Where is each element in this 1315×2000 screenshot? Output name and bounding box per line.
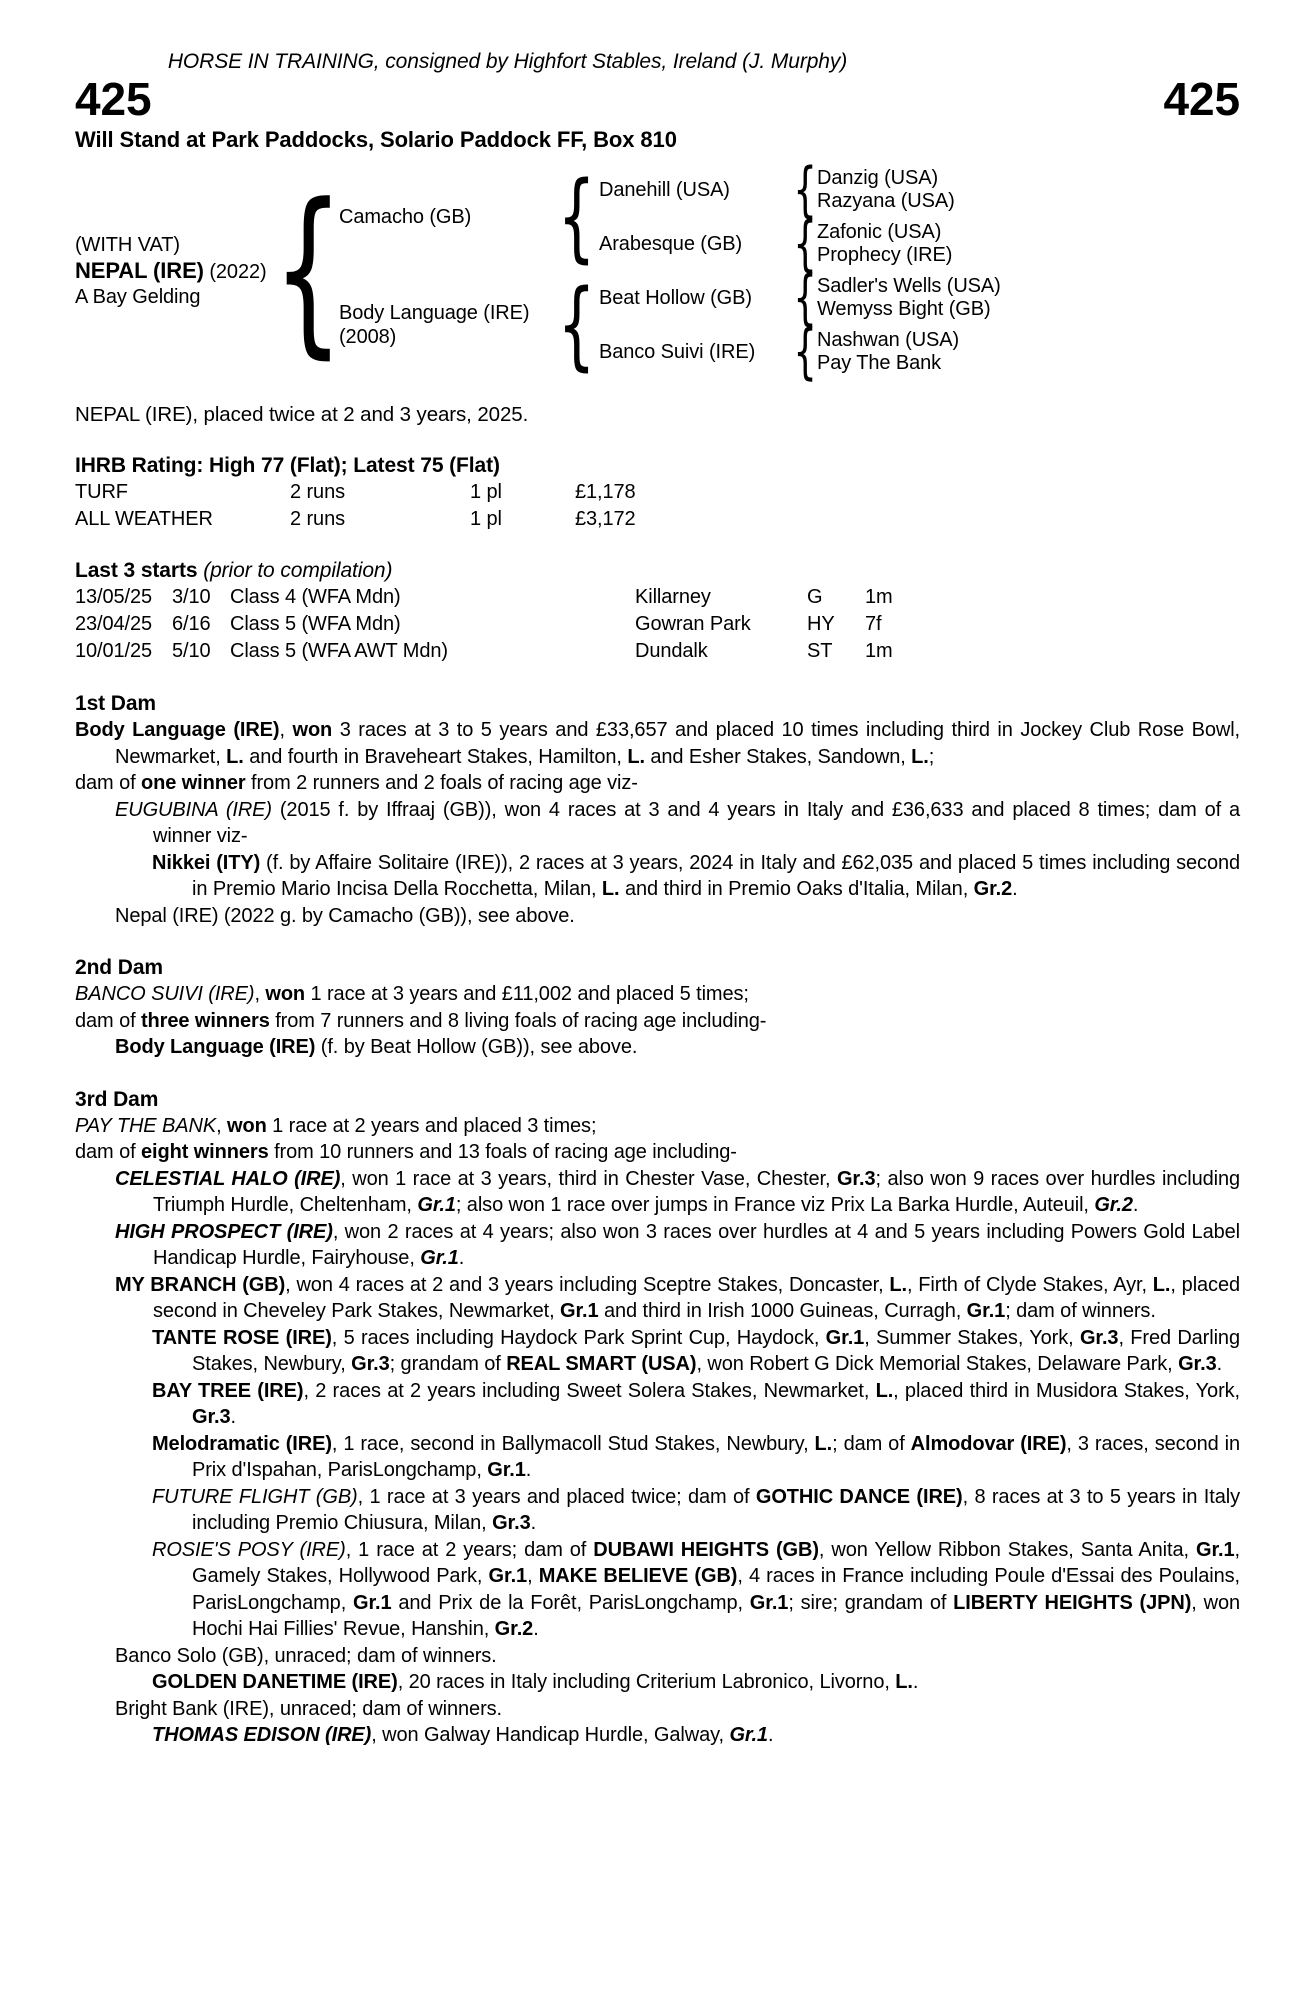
text-segment: EUGUBINA (IRE) xyxy=(115,798,272,821)
sire-sire-parents xyxy=(817,167,955,213)
text-segment: and Esher Stakes, Sandown, xyxy=(644,745,912,768)
pedigree-paragraph xyxy=(75,770,1240,797)
last-starts-block xyxy=(75,557,1240,665)
text-segment: ; dam of xyxy=(832,1432,911,1455)
pedigree-paragraph xyxy=(75,1139,1240,1166)
text-segment: , 5 races including Haydock Park Sprint Cup, Haydock, xyxy=(331,1326,826,1349)
ancestor-name: Pay The Bank xyxy=(817,352,942,374)
dam-year: (2008) xyxy=(339,326,397,348)
pedigree-paragraph xyxy=(75,1484,1240,1537)
text-segment: and third in Premio Oaks d'Italia, Milan, xyxy=(619,878,974,900)
text-segment: Gr.1 xyxy=(560,1300,599,1322)
text-segment: , xyxy=(216,1114,227,1137)
pedigree-paragraph xyxy=(75,717,1240,770)
dam-sections xyxy=(75,690,1240,1749)
text-segment: won xyxy=(227,1114,267,1137)
text-segment: Body Language (IRE) xyxy=(75,719,280,741)
dam-dam-name: Banco Suivi (IRE) xyxy=(599,340,756,363)
text-segment: Nikkei (ITY) xyxy=(152,851,261,874)
ancestor-name: Wemyss Bight (GB) xyxy=(817,298,991,320)
sire-sire-pair xyxy=(591,155,955,225)
pedigree-brace: { xyxy=(793,317,817,387)
text-segment: . xyxy=(530,1512,537,1534)
dam-group xyxy=(329,263,1001,387)
text-segment: Almodovar (IRE) xyxy=(910,1432,1067,1455)
sire-group xyxy=(329,155,1001,279)
start-row xyxy=(75,584,1240,611)
rating-places: 1 pl xyxy=(470,508,502,530)
dam-dam-pair xyxy=(591,317,1001,387)
pedigree-brace: { xyxy=(793,209,817,279)
pedigree-table xyxy=(75,155,1240,387)
text-segment: Gr.2 xyxy=(1094,1194,1133,1216)
pedigree-paragraph xyxy=(75,1537,1240,1643)
pedigree-brace: { xyxy=(557,161,595,273)
race-summary: NEPAL (IRE), placed twice at 2 and 3 years, 2025. xyxy=(75,403,529,426)
start-row xyxy=(75,638,1240,665)
text-segment: Bright Bank (IRE), unraced; dam of winners. xyxy=(115,1697,502,1720)
rating-row xyxy=(75,479,1240,506)
ancestor-name: Sadler's Wells (USA) xyxy=(817,275,1001,297)
text-segment: , Firth of Clyde Stakes, Ayr, xyxy=(906,1273,1153,1296)
pedigree-paragraph xyxy=(75,981,1240,1008)
last-starts-title: Last 3 starts xyxy=(75,559,198,582)
text-segment: L. xyxy=(875,1379,894,1402)
pedigree-brace: { xyxy=(557,269,595,381)
text-segment: from 7 runners and 8 living foals of racing age including- xyxy=(269,1009,767,1032)
text-segment: Gr.3 xyxy=(1178,1353,1217,1375)
start-going: HY xyxy=(807,613,835,635)
text-segment: , 3 races, second in Prix d'Ispahan, ParisLongchamp, xyxy=(192,1432,1240,1481)
text-segment: , xyxy=(527,1565,539,1587)
rating-surface: ALL WEATHER xyxy=(75,508,213,530)
text-segment: GOTHIC DANCE (IRE) xyxy=(755,1485,963,1508)
text-segment: . xyxy=(912,1671,919,1693)
text-segment: (2015 f. by Iffraaj (GB)), won 4 races at 3 and 4 years in Italy and £36,633 and placed 8 times; dam of a winner viz- xyxy=(153,798,1240,847)
pedigree-gen1 xyxy=(329,155,1001,387)
rating-runs: 2 runs xyxy=(290,481,345,503)
start-row xyxy=(75,611,1240,638)
rating-earnings: £1,178 xyxy=(575,481,636,503)
start-position: 3/10 xyxy=(172,586,211,608)
text-segment: Gr.3 xyxy=(836,1167,876,1190)
horse-name: NEPAL (IRE) xyxy=(75,257,204,283)
text-segment: eight winners xyxy=(141,1141,269,1163)
pedigree-paragraph xyxy=(75,1272,1240,1325)
start-distance: 1m xyxy=(865,586,893,608)
sire-sire-name: Danehill (USA) xyxy=(599,178,730,201)
pedigree-paragraph xyxy=(75,850,1240,903)
start-distance: 7f xyxy=(865,613,882,635)
text-segment: GOLDEN DANETIME (IRE) xyxy=(152,1671,398,1693)
text-segment: , 4 races in France including Poule d'Essai des Poulains, ParisLongchamp, xyxy=(192,1565,1240,1614)
text-segment: and third in Irish 1000 Guineas, Curragh, xyxy=(598,1300,967,1322)
text-segment: . xyxy=(230,1406,236,1428)
text-segment: , xyxy=(279,719,293,741)
text-segment: (f. by Beat Hollow (GB)), see above. xyxy=(315,1036,638,1058)
start-date: 23/04/25 xyxy=(75,613,153,635)
dam-sire-pair xyxy=(591,263,1001,333)
pedigree-paragraph xyxy=(75,1669,1240,1696)
text-segment: , won Robert G Dick Memorial Stakes, Delaware Park, xyxy=(696,1353,1179,1375)
pedigree-paragraph xyxy=(75,1219,1240,1272)
text-segment: , won Galway Handicap Hurdle, Galway, xyxy=(371,1724,730,1746)
sire-dam-name: Arabesque (GB) xyxy=(599,232,743,255)
text-segment: , placed third in Musidora Stakes, York, xyxy=(893,1379,1240,1402)
dam-name: Body Language (IRE) xyxy=(339,302,530,324)
start-date: 10/01/25 xyxy=(75,640,153,662)
text-segment: , 2 races at 2 years including Sweet Solera Stakes, Newmarket, xyxy=(303,1379,876,1402)
text-segment: Gr.1 xyxy=(420,1247,459,1269)
text-segment: Banco Solo (GB), unraced; dam of winners. xyxy=(115,1644,497,1667)
sire-dam-pair xyxy=(591,209,955,279)
text-segment: DUBAWI HEIGHTS (GB) xyxy=(593,1538,819,1561)
start-race: Class 5 (WFA AWT Mdn) xyxy=(230,640,448,662)
text-segment: BAY TREE (IRE) xyxy=(152,1379,304,1402)
section-heading: 1st Dam xyxy=(75,692,157,715)
text-segment: L. xyxy=(627,745,645,768)
text-segment: , 8 races at 3 to 5 years in Italy including Premio Chiusura, Milan, xyxy=(192,1485,1240,1534)
text-segment: . xyxy=(533,1618,539,1640)
pedigree-brace: { xyxy=(793,263,817,333)
pedigree-paragraph xyxy=(75,1113,1240,1140)
dam-sire-name: Beat Hollow (GB) xyxy=(599,286,752,309)
dam-dam-parents xyxy=(817,329,959,375)
text-segment: , 1 race at 2 years; dam of xyxy=(345,1538,594,1561)
dam-section xyxy=(75,1086,1240,1749)
text-segment: . xyxy=(767,1724,774,1746)
text-segment: MAKE BELIEVE (GB) xyxy=(538,1565,738,1587)
text-segment: dam of xyxy=(75,1141,141,1163)
start-distance: 1m xyxy=(865,640,893,662)
pedigree-paragraph xyxy=(75,1696,1240,1723)
text-segment: 1 race at 3 years and £11,002 and placed 5 times; xyxy=(305,983,749,1005)
rating-places: 1 pl xyxy=(470,481,502,503)
text-segment: L. xyxy=(814,1432,833,1455)
text-segment: 1 race at 2 years and placed 3 times; xyxy=(266,1114,597,1137)
text-segment: won xyxy=(292,719,333,741)
pedigree-paragraph xyxy=(75,1034,1240,1061)
pedigree-paragraph xyxy=(75,1325,1240,1378)
start-venue: Dundalk xyxy=(635,640,708,662)
text-segment: Body Language (IRE) xyxy=(115,1036,316,1058)
ancestor-name: Nashwan (USA) xyxy=(817,329,960,351)
pedigree-paragraph xyxy=(75,797,1240,850)
text-segment: Nepal (IRE) (2022 g. by Camacho (GB)), see above. xyxy=(115,904,575,927)
text-segment: Gr.1 xyxy=(966,1300,1006,1322)
start-race: Class 5 (WFA Mdn) xyxy=(230,613,401,635)
dam-section xyxy=(75,954,1240,1061)
horse-sex: A Bay Gelding xyxy=(75,285,201,308)
last-starts-heading xyxy=(75,557,1240,584)
text-segment: , Summer Stakes, York, xyxy=(864,1326,1080,1349)
text-segment: and fourth in Braveheart Stakes, Hamilton, xyxy=(243,745,628,768)
text-segment: Gr.1 xyxy=(825,1326,865,1349)
text-segment: Gr.1 xyxy=(749,1591,789,1614)
section-heading: 2nd Dam xyxy=(75,956,163,979)
text-segment: three winners xyxy=(141,1009,270,1032)
text-segment: . xyxy=(1012,878,1018,900)
text-segment: MY BRANCH (GB) xyxy=(115,1273,286,1296)
text-segment: ; dam of winners. xyxy=(1005,1300,1156,1322)
text-segment: , won 4 races at 2 and 3 years including Sceptre Stakes, Doncaster, xyxy=(285,1273,890,1296)
text-segment: THOMAS EDISON (IRE) xyxy=(152,1724,372,1746)
rating-surface: TURF xyxy=(75,481,128,503)
pedigree-paragraph xyxy=(75,1008,1240,1035)
text-segment: Gr.2 xyxy=(494,1618,534,1640)
pedigree-paragraph xyxy=(75,1166,1240,1219)
text-segment: L. xyxy=(889,1273,907,1296)
text-segment: ; xyxy=(928,745,935,768)
text-segment: REAL SMART (USA) xyxy=(506,1353,697,1375)
rating-heading: IHRB Rating: High 77 (Flat); Latest 75 (Flat) xyxy=(75,454,500,477)
text-segment: Gr.3 xyxy=(1079,1326,1119,1349)
dam-sire-parents xyxy=(817,275,1001,321)
text-segment: Gr.1 xyxy=(417,1194,456,1216)
text-segment: ROSIE'S POSY (IRE) xyxy=(152,1538,346,1561)
rating-block xyxy=(75,452,1240,533)
text-segment: , xyxy=(254,983,266,1005)
pedigree-paragraph xyxy=(75,1722,1240,1749)
pedigree-paragraph xyxy=(75,903,1240,930)
pedigree-brace-main: { xyxy=(272,166,344,375)
text-segment: and Prix de la Forêt, ParisLongchamp, xyxy=(391,1591,750,1614)
text-segment: , 20 races in Italy including Criterium Labronico, Livorno, xyxy=(397,1671,896,1693)
text-segment: BANCO SUIVI (IRE) xyxy=(75,983,255,1005)
horse-name-line xyxy=(75,258,287,285)
text-segment: , 1 race, second in Ballymacoll Stud Stakes, Newbury, xyxy=(331,1432,815,1455)
pedigree-paragraph xyxy=(75,1643,1240,1670)
last-starts-rows xyxy=(75,584,1240,665)
text-segment: FUTURE FLIGHT (GB) xyxy=(152,1485,358,1508)
start-race: Class 4 (WFA Mdn) xyxy=(230,586,401,608)
horse-year: (2022) xyxy=(209,260,267,283)
text-segment: , Gamely Stakes, Hollywood Park, xyxy=(192,1538,1240,1587)
section-heading: 3rd Dam xyxy=(75,1087,159,1111)
stand-location: Will Stand at Park Paddocks, Solario Paddock FF, Box 810 xyxy=(75,127,677,152)
sire-parents xyxy=(591,155,955,279)
text-segment: (f. by Affaire Solitaire (IRE)), 2 races at 3 years, 2024 in Italy and £62,035 and placed 5 times including second in Premio Mario Incisa Della Rocchetta, Milan, xyxy=(192,851,1241,900)
consignment-header: HORSE IN TRAINING, consigned by Highfort Stables, Ireland (J. Murphy) xyxy=(167,50,848,73)
text-segment: L. xyxy=(895,1671,913,1693)
text-segment: , Fred Darling Stakes, Newbury, xyxy=(192,1326,1240,1375)
pedigree-paragraph xyxy=(75,1431,1240,1484)
pedigree-subject xyxy=(75,233,287,310)
text-segment: Gr.1 xyxy=(729,1724,768,1746)
text-segment: Gr.1 xyxy=(353,1591,392,1614)
rating-earnings: £3,172 xyxy=(575,508,636,530)
text-segment: , placed second in Cheveley Park Stakes, Newmarket, xyxy=(153,1273,1241,1322)
text-segment: , won 2 races at 4 years; also won 3 races over hurdles at 4 and 5 years including Powers Gold Label Handicap Hurdle, Fairyhouse, xyxy=(153,1220,1240,1269)
sire-dam-parents xyxy=(817,221,952,267)
start-venue: Gowran Park xyxy=(635,613,751,635)
text-segment: , won Hochi Hai Fillies' Revue, Hanshin, xyxy=(192,1591,1240,1640)
dam-parents xyxy=(591,263,1001,387)
text-segment: won xyxy=(265,983,306,1005)
ancestor-name: Danzig (USA) xyxy=(817,167,939,189)
text-segment: ; sire; grandam of xyxy=(788,1591,954,1614)
text-segment: L. xyxy=(226,745,244,768)
text-segment: ; grandam of xyxy=(389,1353,507,1375)
pedigree-brace: { xyxy=(793,155,817,225)
lot-row xyxy=(75,73,1240,125)
text-segment: . xyxy=(458,1247,465,1269)
text-segment: L. xyxy=(1152,1273,1171,1296)
sire-name: Camacho (GB) xyxy=(339,206,472,228)
text-segment: , won Yellow Ribbon Stakes, Santa Anita, xyxy=(818,1538,1196,1561)
text-segment: . xyxy=(525,1459,532,1481)
text-segment: . xyxy=(1216,1353,1223,1375)
text-segment: L. xyxy=(911,745,929,768)
text-segment: . xyxy=(1132,1194,1139,1216)
pedigree-paragraph xyxy=(75,1378,1240,1431)
text-segment: L. xyxy=(601,878,620,900)
start-position: 5/10 xyxy=(172,640,211,662)
text-segment: from 2 runners and 2 foals of racing age viz- xyxy=(245,772,638,794)
start-going: G xyxy=(807,586,823,608)
text-segment: Gr.3 xyxy=(351,1353,390,1375)
rating-runs: 2 runs xyxy=(290,508,345,530)
text-segment: PAY THE BANK xyxy=(75,1114,217,1137)
ancestor-name: Razyana (USA) xyxy=(817,190,955,212)
text-segment: ; also won 9 races over hurdles including Triumph Hurdle, Cheltenham, xyxy=(153,1167,1241,1216)
start-date: 13/05/25 xyxy=(75,586,153,608)
text-segment: ; also won 1 race over jumps in France viz Prix La Barka Hurdle, Auteuil, xyxy=(455,1194,1095,1216)
lot-number-left: 425 xyxy=(75,73,152,125)
text-segment: Gr.1 xyxy=(488,1565,528,1587)
text-segment: 3 races at 3 to 5 years and £33,657 and placed 10 times including third in Jockey Club Rose Bowl, Newmarket, xyxy=(115,719,1241,768)
text-segment: from 10 runners and 13 foals of racing age including- xyxy=(268,1141,737,1163)
last-starts-note: (prior to compilation) xyxy=(203,559,393,582)
text-segment: Gr.3 xyxy=(192,1406,231,1428)
ancestor-name: Prophecy (IRE) xyxy=(817,244,953,266)
text-segment: Gr.3 xyxy=(492,1512,531,1534)
text-segment: Gr.1 xyxy=(1195,1538,1235,1561)
text-segment: Gr.1 xyxy=(487,1459,526,1481)
rating-rows xyxy=(75,479,1240,533)
rating-row xyxy=(75,506,1240,533)
text-segment: HIGH PROSPECT (IRE) xyxy=(115,1220,333,1243)
start-going: ST xyxy=(807,640,833,662)
start-venue: Killarney xyxy=(635,586,711,608)
text-segment: CELESTIAL HALO (IRE) xyxy=(115,1167,341,1190)
vat-note: (WITH VAT) xyxy=(75,233,180,256)
lot-number-right: 425 xyxy=(1163,73,1240,125)
text-segment: LIBERTY HEIGHTS (JPN) xyxy=(953,1591,1192,1614)
text-segment: , won 1 race at 3 years, third in Chester Vase, Chester, xyxy=(340,1167,837,1190)
ancestor-name: Zafonic (USA) xyxy=(817,221,942,243)
text-segment: one winner xyxy=(141,772,246,794)
text-segment: Gr.2 xyxy=(973,878,1013,900)
text-segment: dam of xyxy=(75,772,141,794)
text-segment: Melodramatic (IRE) xyxy=(152,1432,332,1455)
start-position: 6/16 xyxy=(172,613,211,635)
dam-section xyxy=(75,690,1240,929)
dam-name-block xyxy=(329,301,561,349)
text-segment: dam of xyxy=(75,1009,141,1032)
text-segment: TANTE ROSE (IRE) xyxy=(152,1326,332,1349)
text-segment: , 1 race at 3 years and placed twice; dam of xyxy=(357,1485,756,1508)
